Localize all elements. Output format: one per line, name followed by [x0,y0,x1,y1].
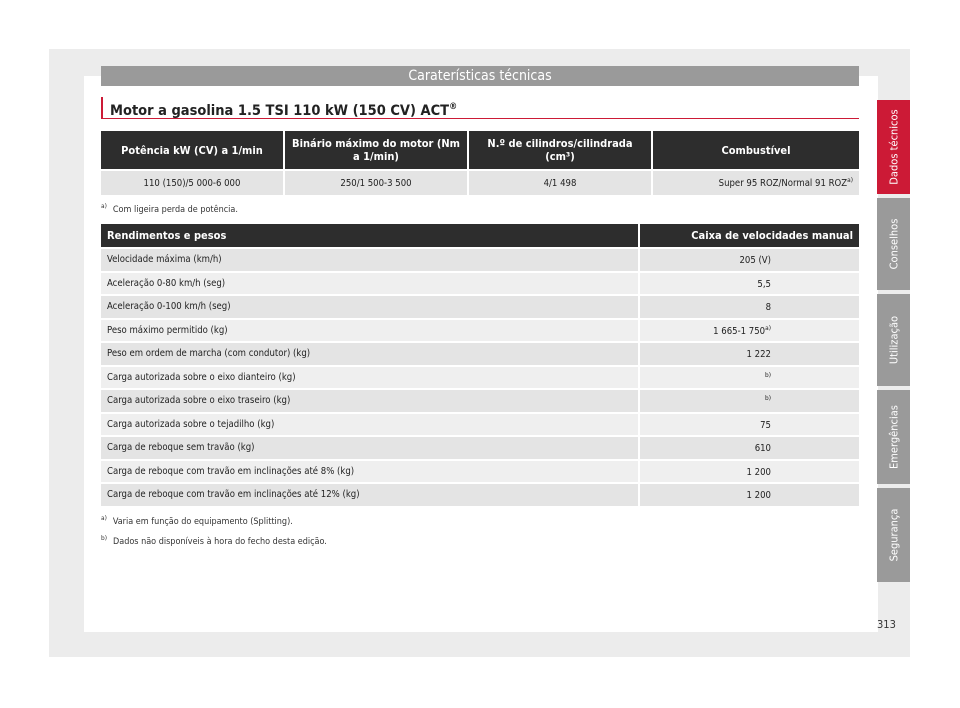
cell-fuel [653,169,859,195]
registered-mark: ® [449,102,458,112]
table-row [101,271,859,295]
footnote-mark: a) [101,514,107,522]
row-label: Carga de reboque sem travão (kg) [101,435,638,459]
value-text: 75 [760,419,771,431]
engine-spec-table [101,131,859,195]
table-row [101,169,859,195]
table-header-row [101,224,859,247]
footnote [101,510,327,530]
row-value [638,318,859,342]
footnote-ref: a) [765,323,771,332]
footnote-mark: a) [101,202,107,210]
row-value [638,271,859,295]
footnote-text: Com ligeira perda de potência. [112,205,238,215]
table-header-row [101,131,859,169]
tab-label: Emergências [887,405,900,469]
footnote [101,202,238,215]
row-value [638,365,859,389]
table-row [101,341,859,365]
footnote-text: Varia em função do equipamento (Splitting). [112,517,293,527]
tab-label: Segurança [887,508,900,562]
col-header-performance: Rendimentos e pesos [101,224,638,247]
footnote-ref: a) [847,176,853,185]
cell-power: 110 (150)/5 000-6 000 [101,169,285,195]
value-text: 610 [754,443,771,455]
tab-emergencias[interactable] [877,390,910,484]
table-row [101,482,859,506]
row-label: Aceleração 0-100 km/h (seg) [101,294,638,318]
footnote-ref: b) [765,370,771,379]
value-text: 8 [765,302,771,314]
tab-seguranca[interactable] [877,488,910,582]
row-label: Carga autorizada sobre o tejadilho (kg) [101,412,638,436]
col-header-torque: Binário máximo do motor (Nm a 1/min) [285,131,469,169]
value-text: 1 200 [746,466,771,478]
row-label: Carga autorizada sobre o eixo dianteiro (kg) [101,365,638,389]
footnote-mark: b) [101,534,107,542]
footnote-ref: b) [765,394,771,403]
row-value [638,247,859,271]
table-row [101,459,859,483]
row-value [638,388,859,412]
performance-table-body [101,247,859,506]
row-label: Aceleração 0-80 km/h (seg) [101,271,638,295]
tab-label: Conselhos [887,218,900,270]
col-header-cylinders: N.º de cilindros/cilindrada (cm³) [469,131,653,169]
row-value [638,412,859,436]
table-row [101,294,859,318]
row-label: Peso máximo permitido (kg) [101,318,638,342]
row-value [638,294,859,318]
tab-conselhos[interactable] [877,198,910,290]
tab-label: Utilização [887,315,900,365]
table-row [101,412,859,436]
performance-table [101,224,859,506]
value-text: 5,5 [757,278,771,290]
table-row [101,318,859,342]
value-text: 1 200 [746,490,771,502]
row-label: Carga autorizada sobre o eixo traseiro (kg) [101,388,638,412]
cell-cylinders: 4/1 498 [469,169,653,195]
cell-torque: 250/1 500-3 500 [285,169,469,195]
tab-dados-tecnicos[interactable] [877,100,910,194]
row-value [638,459,859,483]
tab-utilizacao[interactable] [877,294,910,386]
section-title [101,97,859,119]
value-text: 1 665-1 750 [713,325,766,337]
value-text: 205 (V) [739,255,771,267]
col-header-fuel: Combustível [653,131,859,169]
row-value [638,482,859,506]
value-text: 1 222 [746,349,771,361]
row-label: Peso em ordem de marcha (com condutor) (kg) [101,341,638,365]
row-value [638,341,859,365]
col-header-gearbox: Caixa de velocidades manual [638,224,859,247]
section-title-text: Motor a gasolina 1.5 TSI 110 kW (150 CV) ACT [110,102,450,119]
fuel-value: Super 95 ROZ/Normal 91 ROZ [718,178,848,190]
col-header-power: Potência kW (CV) a 1/min [101,131,285,169]
row-label: Carga de reboque com travão em inclinações até 8% (kg) [101,459,638,483]
row-label: Carga de reboque com travão em inclinações até 12% (kg) [101,482,638,506]
footnotes [101,510,327,550]
tab-label: Dados técnicos [887,109,900,185]
row-value [638,435,859,459]
footnote [101,530,327,550]
page-header: Caraterísticas técnicas [101,66,859,86]
row-label: Velocidade máxima (km/h) [101,247,638,271]
table-row [101,388,859,412]
table-row [101,247,859,271]
table-row [101,365,859,389]
table-row [101,435,859,459]
footnote-text: Dados não disponíveis à hora do fecho desta edição. [113,537,327,547]
page-number: 313 [877,618,896,631]
